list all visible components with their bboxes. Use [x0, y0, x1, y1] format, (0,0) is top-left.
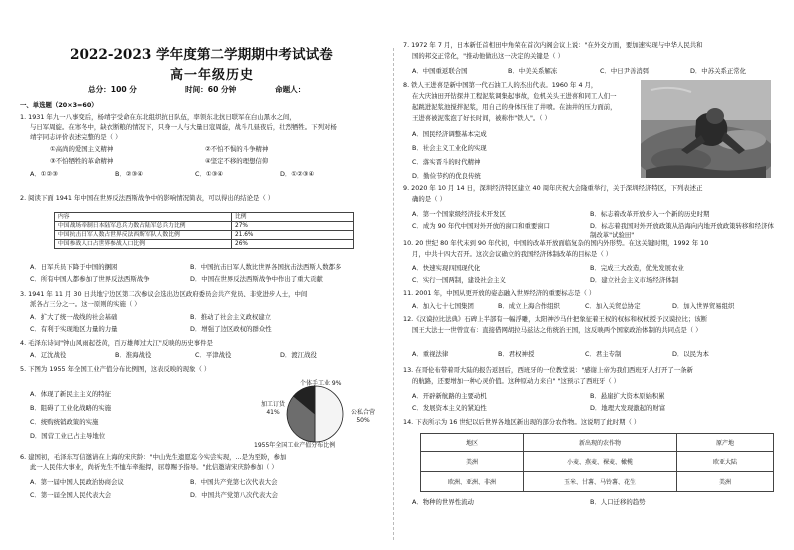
q12-line-1: 12.《汉谟拉比法典》石碑上半部有一幅浮雕，太阳神沙马什把象征着王权的权标和权杖授予汉谟拉比；该断 [403, 315, 708, 323]
q2-option-a[interactable]: A．日军兵员下降于中国的捆困 [30, 263, 118, 271]
q12-option-d[interactable]: D．以民为本 [672, 350, 709, 358]
q10-line-1: 10. 20 世纪 80 年代末到 90 年代初，中国的改革开放面临复杂的国内外形势。在这关键时期，1992 年 10 [403, 239, 709, 247]
q11-option-d[interactable]: D．加入世界贸易组织 [672, 302, 735, 310]
q8-line-1: 8. 铁人王进喜是新中国第一代石油工人的杰出代表。1960 年 4 月， [403, 81, 598, 89]
q3-line-1: 3. 1941 年 11 月 30 日共地宁边区第二次参议会选出边区政府委员会共产党员、非党进步人士，中间 [20, 290, 308, 298]
table-cell: 中国抗击日军人数占世界反法西斯军队人数比例 [55, 231, 232, 240]
q13-option-c[interactable]: C．发展资本主义的紧迫性 [412, 404, 487, 412]
pie-label-joint [348, 409, 378, 425]
table-row [55, 222, 354, 231]
q9-option-b[interactable]: B．标志着改革开放步入一个新的历史时期 [590, 210, 710, 218]
q10-line-2: 月，中共十四大召开。这次会议确立的我国经济体制改革的目标是（ ） [412, 250, 613, 258]
pie-label-handicraft: 个体手工业 9% [300, 380, 342, 387]
q13-option-b[interactable]: B．悬崖扩大资本原始积累 [590, 392, 665, 400]
q4-option-c[interactable]: C．平津战役 [195, 351, 232, 359]
q6-option-b[interactable]: B．中国共产党第七次代表大会 [190, 478, 278, 486]
q11-option-a[interactable]: A．加入七十七国集团 [412, 302, 474, 310]
q6-option-c[interactable]: C．第一届全国人民代表大会 [30, 491, 112, 499]
table-cell: 小麦、燕麦、裸麦、橄榄 [524, 452, 677, 472]
q8-option-b[interactable]: B．社会主义工业化的实现 [412, 144, 487, 152]
q7-line-2: 国的邦交正常化，"推动他做出这一决定的关键是（ ） [412, 52, 564, 60]
q1-item-1: ①高尚的爱国主义精神 [50, 145, 114, 153]
q1-option-c[interactable]: C．①③④ [195, 170, 224, 178]
q12-option-b[interactable]: B．君权神授 [498, 350, 535, 358]
q10-option-b[interactable]: B．完成三大改造，优先发展农业 [590, 264, 684, 272]
q3-line-2: 派各占三分之一。这一原则的实施（ ） [30, 300, 141, 308]
q13-option-a[interactable]: A．开辟新航路的主要动机 [412, 392, 487, 400]
q14-option-b[interactable]: B．人口迁移的趋势 [590, 498, 646, 506]
q1-item-2: ②不怕不惧的斗争精神 [205, 145, 269, 153]
q9-line-2: 确的是（ ） [412, 195, 446, 203]
q6-line-2: 此一人民伟大事业，尚祈先生不恤车牵拖捍，屈尊赐予指导。"此信邀请宋庆龄参加（ ） [30, 463, 278, 471]
q7-option-d[interactable]: D．中苏关系正常化 [690, 67, 747, 75]
q5-option-a[interactable]: A．体现了新民主主义的特征 [30, 390, 112, 398]
q4-option-d[interactable]: D．渡江战役 [280, 351, 317, 359]
q2-option-c[interactable]: C．所有中国人都参加了世界反法西斯战争 [30, 275, 150, 283]
exam-subtitle: 高一年级历史 [170, 68, 255, 83]
q11-option-c[interactable]: C．加入关贸总协定 [585, 302, 641, 310]
q9-line-1: 9. 2020 年 10 月 14 日，深圳经济特区建立 40 周年庆祝大会隆重举行，关于深圳经济特区，下列表述正 [403, 184, 703, 192]
q9-option-c[interactable]: C．成为 90 年代中国对外开放的窗口和重要窗口 [412, 222, 551, 230]
q5-option-b[interactable]: B．阻碍了工业化战略的实施 [30, 404, 112, 412]
q1-item-3: ③不怕牺牲的革命精神 [50, 157, 114, 165]
section-title: 一、单选题（20×3=60） [20, 101, 98, 109]
q3-option-d[interactable]: D．增强了边区政权的群众性 [190, 325, 272, 333]
q13-option-d[interactable]: D．地理大发现激起的财富 [590, 404, 666, 412]
table-header-cell: 原产地 [677, 434, 774, 452]
q14-stem: 14. 下表所示为 16 世纪以后世界各地区新出现的部分农作物。这说明了此时期（ ） [403, 418, 641, 426]
q1-line-3: 靖宇同志评价表述完整的是（ ） [30, 133, 122, 141]
q10-option-c[interactable]: C．实行一国两制，建设社会主义 [412, 276, 506, 284]
q3-option-c[interactable]: C．有利于实现地区力量的力量 [30, 325, 118, 333]
q1-line-1: 1. 1931 年九一八事变后，杨靖宇受命在东北组织抗日队伍，率领东北抗日联军在白山黑水之间， [20, 113, 296, 121]
q7-option-c[interactable]: C．中日尹善消弭 [600, 67, 650, 75]
q8-line-4: 王进喜被泥浆泡了好长时间，被称作"铁人"。（ ） [412, 114, 551, 122]
q14-table [420, 433, 774, 492]
pie-label-order [256, 401, 290, 417]
q11-stem: 11. 2001 年，中国从更开放的姿态融入世界经济的重要标志是（ ） [403, 289, 596, 297]
q3-option-b[interactable]: B．推动了社会主义政权建立 [190, 313, 272, 321]
table-row [421, 472, 774, 492]
q13-line-1: 13. 在哥伦布带着哥大陆的报告返回后，西班牙的一位教堂说："感谢上帝为我们西班牙人打开了一条新 [403, 366, 693, 374]
table-cell: 欧洲、亚洲、非洲 [421, 472, 524, 492]
table-header-cell: 新出现的农作物 [524, 434, 677, 452]
q2-option-d[interactable]: D．中国在世界反法西斯战争中作出了重大贡献 [190, 275, 323, 283]
q6-line-1: 6. 建国初，毛泽东写信邀请在上海的宋庆龄："中山先生遗愿迄今实尝实现，...是为至盼，参加 [20, 453, 287, 461]
table-header-cell: 内容 [55, 213, 232, 222]
q5-option-c[interactable]: C．统购统销政策的实施 [30, 418, 99, 426]
q8-option-a[interactable]: A．国民经济调整基本完成 [412, 130, 487, 138]
q7-line-1: 7. 1972 年 7 月，日本新任首相田中角荣在首次内阁会议上说："在外交方面，要加速实现与中华人民共和 [403, 41, 703, 49]
q8-line-3: 起跳进泥浆池搅拌泥浆，用自己的身体压住了井喷。在油井的压力面前， [412, 103, 617, 111]
table-cell: 玉米、甘薯、马铃薯、花生 [524, 472, 677, 492]
total-score: 总分：100 分 [88, 85, 137, 94]
q5-stem: 5. 下图为 1955 年全国工业产值分布比例图，这表反映的现象（ ） [20, 365, 211, 373]
q7-option-a[interactable]: A．中国重返联合国 [412, 67, 468, 75]
q9-option-d[interactable]: D．标志着我国对外开放政策从沿海向内地开放政策转移和经济体制改革"试验田" [590, 222, 774, 239]
exam-time: 时间：60 分钟 [185, 85, 237, 94]
q5-option-d[interactable]: D．国营工业已占主导地位 [30, 432, 106, 440]
q4-option-a[interactable]: A．辽沈战役 [30, 351, 67, 359]
table-row [55, 231, 354, 240]
table-cell: 26% [232, 240, 354, 249]
pie-slice-joint [315, 386, 343, 442]
q11-option-b[interactable]: B．成立上海合作组织 [498, 302, 560, 310]
q1-option-d[interactable]: D．①②③④ [280, 170, 315, 178]
table-cell: 欧亚大陆 [677, 452, 774, 472]
q13-line-2: 的航路，还要增加一种心灵价值。这种原动力来自" "这预示了西班牙（ ） [412, 377, 621, 385]
q1-line-2: 与日军周旋。在寒冬中，缺衣断粮的情况下，只身一人与大量日寇周旋，战斗几昼夜后，壮烈牺牲。下列对杨 [30, 123, 337, 131]
q8-option-d[interactable]: D．勤俭节约的优良传统 [412, 172, 481, 180]
q8-line-2: 在大庆油田开钻探井工程泥浆调集起事故，危机关头王进喜和同工人们一 [412, 92, 617, 100]
q7-option-b[interactable]: B．中美关系解冻 [508, 67, 558, 75]
table-row [421, 452, 774, 472]
q6-option-a[interactable]: A．第一届中国人民政治协商会议 [30, 478, 124, 486]
q4-option-b[interactable]: B．淮海战役 [115, 351, 152, 359]
q8-option-c[interactable]: C．落实晋斗的时代精神 [412, 158, 481, 166]
table-cell: 美洲 [421, 452, 524, 472]
table-cell: 27% [232, 222, 354, 231]
q10-option-d[interactable]: D．建立社会主义市场经济体制 [590, 276, 678, 284]
q1-option-b[interactable]: B．②③④ [115, 170, 143, 178]
q2-table [54, 212, 354, 249]
q12-line-2: 国王大法士一世曾宣布：直接借网胡拉马兹达之佑统治王国，这反映两个国家政治体制的共同点是（ ） [412, 326, 702, 334]
table-cell: 美洲 [677, 472, 774, 492]
q3-option-a[interactable]: A．扩大了统一战线的社会基础 [30, 313, 118, 321]
wang-jinxi-photo [641, 80, 771, 178]
q9-option-a[interactable]: A．第一个国家级经济技术开发区 [412, 210, 506, 218]
exam-title: 2022-2023 学年度第二学期期中考试试卷 [70, 47, 333, 63]
q12-option-a[interactable]: A．重视法律 [412, 350, 449, 358]
table-cell: 中国战场牵制日本陆军总兵力数占陆军总兵力比例 [55, 222, 232, 231]
table-row [55, 213, 354, 222]
table-header-cell: 比例 [232, 213, 354, 222]
q2-option-b[interactable]: B．中国抗击日军人数比世界各国抗击法西斯人数都多 [190, 263, 342, 271]
pie-chart-caption: 1955年全国工业产值分布比例 [254, 442, 336, 449]
q6-option-d[interactable]: D．中国共产党第八次代表大会 [190, 491, 278, 499]
table-row [55, 240, 354, 249]
q1-option-a[interactable]: A．①②③ [30, 170, 58, 178]
column-divider [393, 48, 394, 540]
table-cell: 21.6% [232, 231, 354, 240]
q1-item-4: ④坚定不移的理想信仰 [205, 157, 269, 165]
q14-option-a[interactable]: A．物种的世界性流动 [412, 498, 474, 506]
exam-author: 命题人： [275, 85, 306, 94]
q4-stem: 4. 毛泽东诗词"钟山风雨起苍黄，百万雄师过大江"反映的历史事件是 [20, 339, 213, 347]
pie-label-order-text: 加工订货 41% [260, 401, 285, 416]
table-cell: 中国参战人口占世界参战人口比例 [55, 240, 232, 249]
q2-stem: 2. 阅读下面 1941 年中国在世界反法西斯战争中的影响情况简表，可以得出的结论是（ ） [20, 194, 275, 202]
table-header-cell: 地区 [421, 434, 524, 452]
q12-option-c[interactable]: C．君主专制 [585, 350, 622, 358]
pie-label-joint-text: 公私合营 50% [350, 409, 375, 424]
table-row [421, 434, 774, 452]
q10-option-a[interactable]: A．快速实现四国现代化 [412, 264, 481, 272]
